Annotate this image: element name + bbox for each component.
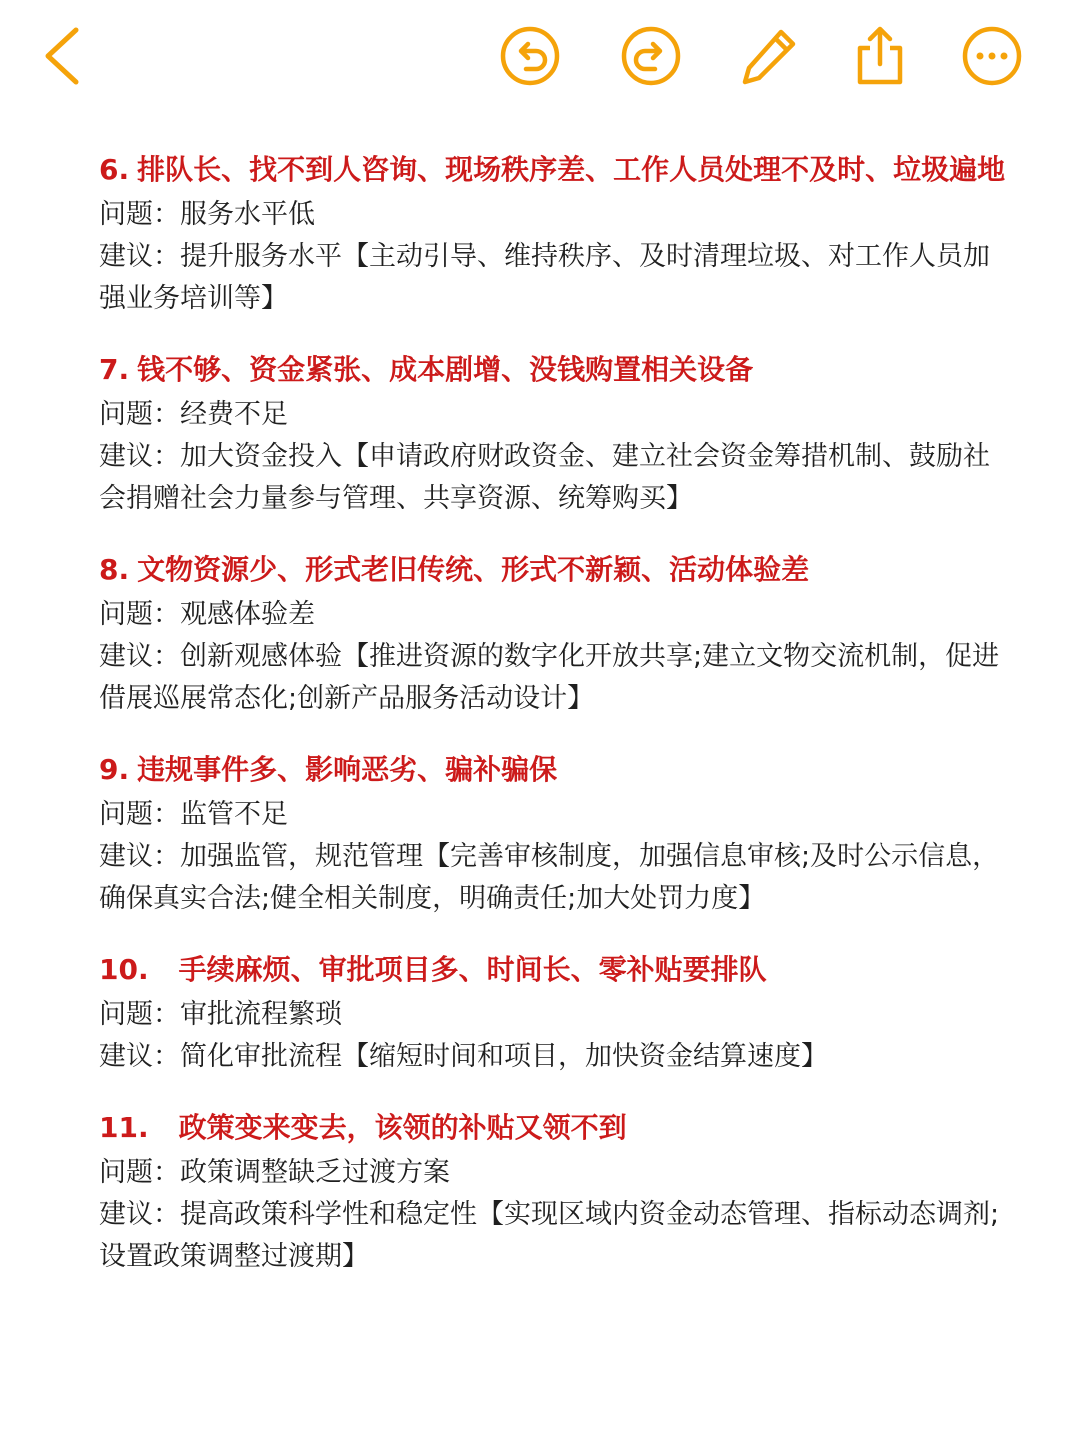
section-title xyxy=(99,946,1009,994)
pencil-icon xyxy=(737,24,801,88)
problem-line xyxy=(99,794,1009,836)
section-6 xyxy=(99,146,1009,320)
suggestion-line xyxy=(99,1036,1009,1078)
edit-button[interactable] xyxy=(737,24,801,88)
problem-text: 政策调整缺乏过渡方案 xyxy=(180,1157,450,1188)
more-icon xyxy=(960,24,1024,88)
suggestion-text: 加大资金投入【申请政府财政资金、建立社会资金筹措机制、鼓励社会捐赠社会力量参与管理、共享资源、统筹购买】 xyxy=(99,441,990,514)
section-title-text: 政策变来变去，该领的补贴又领不到 xyxy=(178,1111,627,1144)
note-content[interactable] xyxy=(99,146,1009,1304)
suggestion-label: 建议： xyxy=(99,641,180,672)
suggestion-text: 提升服务水平【主动引导、维持秩序、及时清理垃圾、对工作人员加强业务培训等】 xyxy=(99,241,990,314)
section-title xyxy=(99,146,1009,194)
section-title xyxy=(99,746,1009,794)
suggestion-line xyxy=(99,436,1009,520)
problem-text: 观感体验差 xyxy=(180,599,315,630)
suggestion-text: 创新观感体验【推进资源的数字化开放共享;建立文物交流机制，促进借展巡展常态化;创新产品服务活动设计】 xyxy=(99,641,1000,714)
suggestion-label: 建议： xyxy=(99,1199,180,1230)
suggestion-line xyxy=(99,1194,1009,1278)
problem-label: 问题： xyxy=(99,799,180,830)
suggestion-text: 提高政策科学性和稳定性【实现区域内资金动态管理、指标动态调剂;设置政策调整过渡期】 xyxy=(99,1199,1000,1272)
section-7 xyxy=(99,346,1009,520)
more-button[interactable] xyxy=(960,24,1024,88)
problem-line xyxy=(99,194,1009,236)
share-icon xyxy=(848,24,912,88)
suggestion-line xyxy=(99,836,1009,920)
suggestion-text: 简化审批流程【缩短时间和项目，加快资金结算速度】 xyxy=(180,1041,828,1072)
suggestion-text: 加强监管，规范管理【完善审核制度，加强信息审核;及时公示信息，确保真实合法;健全相关制度，明确责任;加大处罚力度】 xyxy=(99,841,1000,914)
section-title xyxy=(99,346,1009,394)
section-title xyxy=(99,546,1009,594)
section-9 xyxy=(99,746,1009,920)
problem-text: 服务水平低 xyxy=(180,199,315,230)
section-title-text: 手续麻烦、审批项目多、时间长、零补贴要排队 xyxy=(178,953,767,986)
suggestion-label: 建议： xyxy=(99,241,180,272)
suggestion-label: 建议： xyxy=(99,841,180,872)
section-number: 9. xyxy=(99,753,130,786)
redo-icon xyxy=(619,24,683,88)
section-title-text: 排队长、找不到人咨询、现场秩序差、工作人员处理不及时、垃圾遍地 xyxy=(137,153,1006,186)
suggestion-label: 建议： xyxy=(99,441,180,472)
problem-line xyxy=(99,594,1009,636)
problem-line xyxy=(99,1152,1009,1194)
section-10 xyxy=(99,946,1009,1078)
undo-button[interactable] xyxy=(498,24,562,88)
section-number: 10. xyxy=(99,953,149,986)
back-button[interactable] xyxy=(30,24,94,88)
problem-label: 问题： xyxy=(99,1157,180,1188)
section-title-text: 文物资源少、形式老旧传统、形式不新颖、活动体验差 xyxy=(137,553,810,586)
suggestion-line xyxy=(99,636,1009,720)
problem-text: 经费不足 xyxy=(180,399,288,430)
top-toolbar xyxy=(0,0,1080,112)
undo-icon xyxy=(498,24,562,88)
redo-button[interactable] xyxy=(619,24,683,88)
share-button[interactable] xyxy=(848,24,912,88)
chevron-left-icon xyxy=(34,24,90,88)
section-title-text: 违规事件多、影响恶劣、骗补骗保 xyxy=(137,753,558,786)
problem-text: 审批流程繁琐 xyxy=(180,999,342,1030)
section-11 xyxy=(99,1104,1009,1278)
problem-text: 监管不足 xyxy=(180,799,288,830)
section-number: 7. xyxy=(99,353,130,386)
problem-line xyxy=(99,994,1009,1036)
problem-label: 问题： xyxy=(99,199,180,230)
problem-label: 问题： xyxy=(99,399,180,430)
section-title-text: 钱不够、资金紧张、成本剧增、没钱购置相关设备 xyxy=(137,353,754,386)
section-title xyxy=(99,1104,1009,1152)
problem-line xyxy=(99,394,1009,436)
problem-label: 问题： xyxy=(99,599,180,630)
section-number: 8. xyxy=(99,553,130,586)
suggestion-label: 建议： xyxy=(99,1041,180,1072)
section-number: 11. xyxy=(99,1111,149,1144)
section-8 xyxy=(99,546,1009,720)
suggestion-line xyxy=(99,236,1009,320)
problem-label: 问题： xyxy=(99,999,180,1030)
section-number: 6. xyxy=(99,153,130,186)
